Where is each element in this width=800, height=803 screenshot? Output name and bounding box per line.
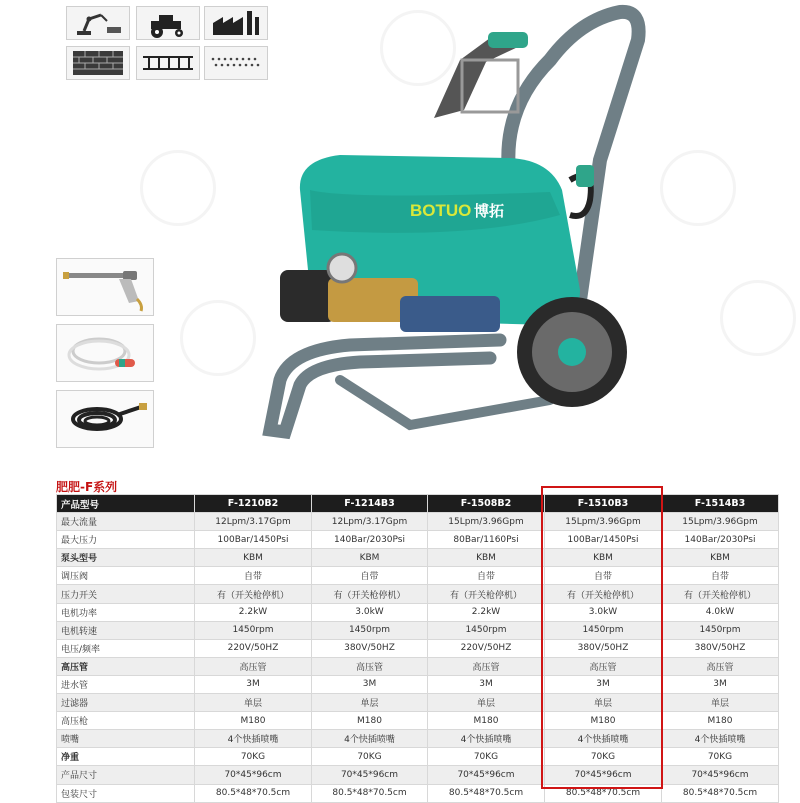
watermark-mark xyxy=(180,300,256,376)
watermark-mark xyxy=(660,150,736,226)
row-label-cell: 最大压力 xyxy=(57,531,195,549)
value-cell: 有（开关枪停机） xyxy=(428,585,545,603)
value-cell: KBM xyxy=(662,549,779,567)
value-cell: 70KG xyxy=(312,748,428,766)
value-cell: 220V/50HZ xyxy=(428,639,545,657)
value-cell: 自带 xyxy=(662,567,779,585)
value-cell: 70KG xyxy=(428,748,545,766)
value-cell: KBM xyxy=(545,549,662,567)
value-cell: 3M xyxy=(312,675,428,693)
value-cell: 70KG xyxy=(195,748,312,766)
spray-gun-image xyxy=(56,258,154,316)
value-cell: 70KG xyxy=(545,748,662,766)
table-row xyxy=(57,748,779,766)
value-cell: 1450rpm xyxy=(195,621,312,639)
value-cell: 80.5*48*70.5cm xyxy=(312,784,428,802)
header-label-cell: 产品型号 xyxy=(57,495,195,513)
header-model-cell: F-1514B3 xyxy=(662,495,779,513)
value-cell: 有（开关枪停机） xyxy=(662,585,779,603)
value-cell: 3M xyxy=(662,675,779,693)
table-row xyxy=(57,712,779,730)
value-cell: 高压管 xyxy=(428,657,545,675)
ladder-icon xyxy=(136,46,200,80)
value-cell: 有（开关枪停机） xyxy=(312,585,428,603)
table-row xyxy=(57,567,779,585)
table-row xyxy=(57,675,779,693)
value-cell: 15Lpm/3.96Gpm xyxy=(428,513,545,531)
value-cell: 3.0kW xyxy=(545,603,662,621)
table-row xyxy=(57,694,779,712)
value-cell: 自带 xyxy=(195,567,312,585)
row-label-cell: 高压管 xyxy=(57,657,195,675)
value-cell: M180 xyxy=(312,712,428,730)
value-cell: M180 xyxy=(428,712,545,730)
value-cell: 220V/50HZ xyxy=(195,639,312,657)
watermark-mark xyxy=(140,150,216,226)
table-row xyxy=(57,639,779,657)
value-cell: 80.5*48*70.5cm xyxy=(545,784,662,802)
value-cell: 70*45*96cm xyxy=(312,766,428,784)
value-cell: 1450rpm xyxy=(545,621,662,639)
table-row xyxy=(57,531,779,549)
row-label-cell: 包装尺寸 xyxy=(57,784,195,802)
value-cell: 3M xyxy=(195,675,312,693)
pressure-washer-image xyxy=(250,0,650,450)
header-model-cell: F-1210B2 xyxy=(195,495,312,513)
value-cell: 80.5*48*70.5cm xyxy=(428,784,545,802)
row-label-cell: 最大流量 xyxy=(57,513,195,531)
value-cell: 3M xyxy=(545,675,662,693)
value-cell: 高压管 xyxy=(545,657,662,675)
value-cell: KBM xyxy=(195,549,312,567)
value-cell: 140Bar/2030Psi xyxy=(312,531,428,549)
spec-table xyxy=(56,494,779,803)
value-cell: 1450rpm xyxy=(428,621,545,639)
row-label-cell: 净重 xyxy=(57,748,195,766)
value-cell: 单层 xyxy=(662,694,779,712)
value-cell: 70*45*96cm xyxy=(545,766,662,784)
row-label-cell: 压力开关 xyxy=(57,585,195,603)
value-cell: 单层 xyxy=(545,694,662,712)
table-row xyxy=(57,513,779,531)
value-cell: 4个快插喷嘴 xyxy=(662,730,779,748)
series-title: 肥肥-F系列 xyxy=(56,480,118,494)
inlet-hose-image xyxy=(56,324,154,382)
value-cell: M180 xyxy=(545,712,662,730)
header-model-cell: F-1510B3 xyxy=(545,495,662,513)
value-cell: 12Lpm/3.17Gpm xyxy=(312,513,428,531)
value-cell: 70*45*96cm xyxy=(662,766,779,784)
value-cell: 380V/50HZ xyxy=(545,639,662,657)
value-cell: 80Bar/1160Psi xyxy=(428,531,545,549)
header-model-cell: F-1508B2 xyxy=(428,495,545,513)
table-row xyxy=(57,549,779,567)
row-label-cell: 产品尺寸 xyxy=(57,766,195,784)
table-header-row xyxy=(57,495,779,513)
value-cell: 4个快插喷嘴 xyxy=(312,730,428,748)
header-model-cell: F-1214B3 xyxy=(312,495,428,513)
robot-arm-icon xyxy=(66,6,130,40)
brand-logo-cn: 博拓 xyxy=(474,202,505,220)
value-cell: 高压管 xyxy=(195,657,312,675)
watermark-mark xyxy=(720,280,796,356)
brand-logo-text: BOTUO xyxy=(410,201,472,220)
value-cell: 高压管 xyxy=(312,657,428,675)
value-cell: 100Bar/1450Psi xyxy=(545,531,662,549)
value-cell: 自带 xyxy=(312,567,428,585)
table-row xyxy=(57,766,779,784)
value-cell: 单层 xyxy=(195,694,312,712)
value-cell: 3.0kW xyxy=(312,603,428,621)
table-row xyxy=(57,621,779,639)
value-cell: 自带 xyxy=(428,567,545,585)
value-cell: 380V/50HZ xyxy=(312,639,428,657)
value-cell: KBM xyxy=(312,549,428,567)
value-cell: 100Bar/1450Psi xyxy=(195,531,312,549)
value-cell: 2.2kW xyxy=(428,603,545,621)
value-cell: M180 xyxy=(662,712,779,730)
value-cell: 单层 xyxy=(428,694,545,712)
value-cell: 15Lpm/3.96Gpm xyxy=(662,513,779,531)
row-label-cell: 喷嘴 xyxy=(57,730,195,748)
table-row xyxy=(57,784,779,802)
value-cell: 1450rpm xyxy=(662,621,779,639)
table-row xyxy=(57,585,779,603)
tractor-icon xyxy=(136,6,200,40)
row-label-cell: 泵头型号 xyxy=(57,549,195,567)
value-cell: M180 xyxy=(195,712,312,730)
table-row xyxy=(57,603,779,621)
row-label-cell: 调压阀 xyxy=(57,567,195,585)
value-cell: 4个快插喷嘴 xyxy=(545,730,662,748)
value-cell: 高压管 xyxy=(662,657,779,675)
value-cell: 1450rpm xyxy=(312,621,428,639)
value-cell: 单层 xyxy=(312,694,428,712)
value-cell: 12Lpm/3.17Gpm xyxy=(195,513,312,531)
row-label-cell: 电压/频率 xyxy=(57,639,195,657)
row-label-cell: 电机转速 xyxy=(57,621,195,639)
row-label-cell: 进水管 xyxy=(57,675,195,693)
value-cell: 380V/50HZ xyxy=(662,639,779,657)
value-cell: 80.5*48*70.5cm xyxy=(662,784,779,802)
table-row xyxy=(57,730,779,748)
value-cell: 15Lpm/3.96Gpm xyxy=(545,513,662,531)
value-cell: 3M xyxy=(428,675,545,693)
value-cell: 80.5*48*70.5cm xyxy=(195,784,312,802)
value-cell: 4个快插喷嘴 xyxy=(195,730,312,748)
value-cell: KBM xyxy=(428,549,545,567)
value-cell: 自带 xyxy=(545,567,662,585)
value-cell: 70*45*96cm xyxy=(195,766,312,784)
row-label-cell: 电机功率 xyxy=(57,603,195,621)
table-row xyxy=(57,657,779,675)
row-label-cell: 过滤器 xyxy=(57,694,195,712)
value-cell: 4.0kW xyxy=(662,603,779,621)
value-cell: 70*45*96cm xyxy=(428,766,545,784)
value-cell: 4个快插喷嘴 xyxy=(428,730,545,748)
value-cell: 有（开关枪停机） xyxy=(195,585,312,603)
value-cell: 有（开关枪停机） xyxy=(545,585,662,603)
value-cell: 70KG xyxy=(662,748,779,766)
brick-wall-icon xyxy=(66,46,130,80)
value-cell: 2.2kW xyxy=(195,603,312,621)
high-pressure-hose-image xyxy=(56,390,154,448)
value-cell: 140Bar/2030Psi xyxy=(662,531,779,549)
row-label-cell: 高压枪 xyxy=(57,712,195,730)
